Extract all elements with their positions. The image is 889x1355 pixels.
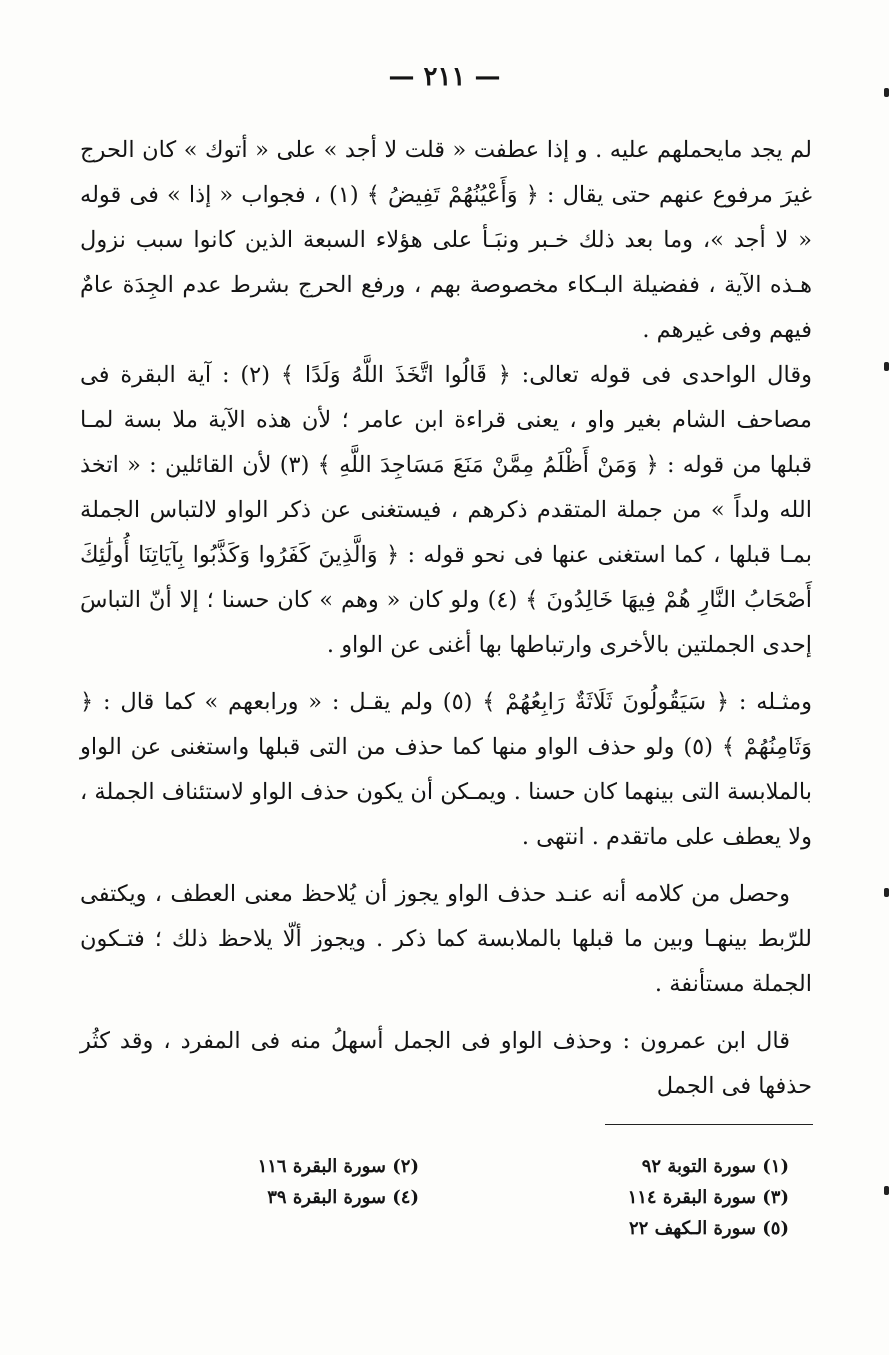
paragraph: لم يجد مايحملهم عليه . و إذا عطفت « قلت لا أجد » على « أتوك » كان الحرج غيرَ مرفوع عنهم حتى يقال : ﴿ وَأَعْيُنُهُمْ تَفِيضُ ﴾ (١) ، فجواب « إذا » فى قوله « لا أجد »، وما بعد ذلك خـبر ونبَـأ على هؤلاء السبعة الذين كانوا سبب نزول هـذه الآية ، ففضيلة البـكاء مخصوصة بهم ، ورفع الحرج بشرط عدم الجِدَة عامٌ فيهم وفى غيرهم . xyxy=(80,137,813,343)
footnote: (٥) سورة الـكهف ٢٢ xyxy=(629,1218,789,1239)
paragraph: وحصل من كلامه أنه عنـد حذف الواو يجوز أن يُلاحظ معنى العطف ، ويكتفى للرّبط بينهـا وبين ما قبلها بالملابسة كما ذكر . ويجوز ألّا يلاحظ ذلك ؛ فتـكون الجملة مستأنفة . xyxy=(80,881,812,997)
footnote: (٢) سورة البقرة ١١٦ xyxy=(257,1156,419,1177)
footnote-divider xyxy=(605,1124,813,1125)
body-text xyxy=(80,128,812,1109)
footnote: (١) سورة التوبة ٩٢ xyxy=(641,1156,789,1177)
scan-mark xyxy=(884,88,889,97)
paragraph: قال ابن عمرون : وحذف الواو فى الجمل أسهلُ منه فى المفرد ، وقد كثُر حذفها فى الجمل xyxy=(80,1028,812,1099)
scan-mark xyxy=(884,888,889,897)
page-number: — ٢١١ — xyxy=(388,62,501,92)
paragraph: ومثـله : ﴿ سَيَقُولُونَ ثَلَاثَةٌ رَابِعُهُمْ ﴾ (٥) ولم يقـل : « ورابعهم » كما قال : ﴿ وَثَامِنُهُمْ ﴾ (٥) ولو حذف الواو منها كما حذف من التى قبلها واستغنى عن الواو بالملابسة التى بينهما كان حسنا . ويمـكن أن يكون حذف الواو لاستئناف الجملة ، ولا يعطف على ماتقدم . انتهى . xyxy=(80,689,813,850)
paragraph: وقال الواحدى فى قوله تعالى: ﴿ قَالُوا اتَّخَذَ اللَّهُ وَلَدًا ﴾ (٢) : آية البقرة فى مصاحف الشام بغير واو ، يعنى قراءة ابن عامر ؛ لأن هذه الآية ملا بسة لمـا قبلها من قوله : ﴿ وَمَنْ أَظْلَمُ مِمَّنْ مَنَعَ مَسَاجِدَ اللَّهِ ﴾ (٣) لأن القائلين : « اتخذ الله ولداً » من جملة المتقدم ذكرهم ، فيستغنى عن ذكر الواو لالتباس الجملة بمـا قبلها ، كما استغنى عنها فى نحو قوله : ﴿ وَالَّذِينَ كَفَرُوا وَكَذَّبُوا بِآيَاتِنَا أُولَٰئِكَ أَصْحَابُ النَّارِ هُمْ فِيهَا خَالِدُونَ ﴾ (٤) ولو كان « وهم » كان حسنا ؛ إلا أنّ التباسَ إحدى الجملتين بالأخرى وارتباطها بها أغنى عن الواو . xyxy=(80,362,812,658)
scan-mark xyxy=(884,1186,889,1195)
footnote: (٣) سورة البقرة ١١٤ xyxy=(627,1187,789,1208)
footnote: (٤) سورة البقرة ٣٩ xyxy=(267,1187,419,1208)
scan-mark xyxy=(884,362,889,371)
